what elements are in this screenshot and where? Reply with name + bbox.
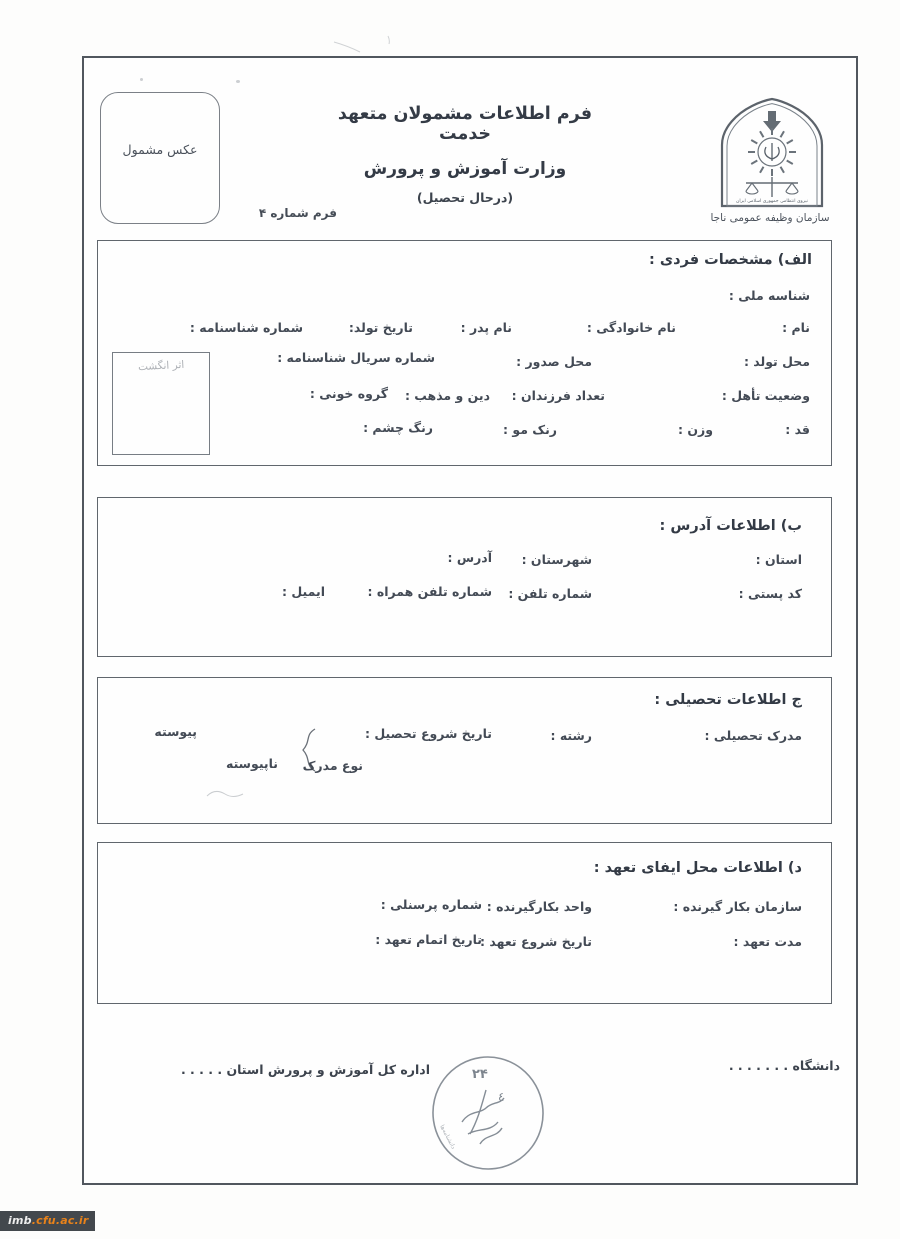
footer-university-line: دانشگاه . . . . . . . [728, 1058, 840, 1073]
stamp-side-text: دانشنامه‌ها [438, 1123, 457, 1151]
field-label-birth-place: محل تولد : [743, 354, 810, 369]
stamp-mid-number: ٤ [498, 1090, 505, 1104]
scan-squiggle [205, 788, 245, 802]
scan-speck [236, 80, 240, 83]
field-label-personnel-no: شماره پرسنلی : [380, 897, 482, 912]
logo-band-text: نیروی انتظامی جمهوری اسلامی ایران [736, 199, 808, 204]
footer-education-office-line: اداره کل آموزش و پرورش استان . . . . . [180, 1062, 430, 1077]
section-b-title: ب) اطلاعات آدرس : [659, 518, 802, 534]
field-label-degree: مدرک تحصیلی : [704, 728, 802, 743]
field-label-employer-unit: واحد بکارگیرنده : [486, 899, 592, 914]
ministry-title: وزارت آموزش و پرورش [363, 159, 567, 179]
scan-speck [140, 78, 143, 81]
field-label-family-name: نام خانوادگی : [586, 320, 676, 335]
field-label-commitment-start: تاریخ شروع تعهد : [480, 934, 592, 949]
field-label-certificate-no: شماره شناسنامه : [189, 320, 303, 335]
form-title-block [330, 104, 600, 205]
field-label-blood-group: گروه خونی : [309, 386, 388, 401]
field-label-birth-date: تاریخ تولد: [348, 320, 413, 335]
photo-box-label: عکس مشمول [122, 141, 198, 157]
field-label-address: آدرس : [447, 550, 492, 565]
field-label-postal-code: کد پستی : [738, 586, 802, 601]
section-a-title: الف) مشخصات فردی : [649, 252, 812, 268]
field-label-height: قد : [785, 422, 810, 437]
section-c-title: ج اطلاعات تحصیلی : [654, 692, 802, 708]
naja-emblem-icon [712, 95, 832, 210]
field-label-name: نام : [782, 320, 810, 335]
field-label-weight: وزن : [678, 422, 713, 437]
field-label-religion: دین و مذهب : [404, 388, 490, 403]
option-label-non-continuous: ناپیوسته [226, 756, 278, 771]
field-label-email: ایمیل : [282, 584, 325, 599]
field-label-marital-status: وضعیت تأهل : [721, 388, 810, 403]
field-label-father-name: نام پدر : [460, 320, 512, 335]
stamp-icon [424, 1052, 552, 1174]
watermark-badge [0, 1211, 95, 1231]
field-label-certificate-serial: شماره سریال شناسنامه : [277, 350, 435, 365]
field-label-province: استان : [755, 552, 802, 567]
option-label-continuous: پیوسته [154, 724, 197, 739]
form-number: فرم شماره ۴ [258, 206, 337, 220]
field-label-commitment-end: تاریخ اتمام تعهد : [375, 932, 482, 947]
scan-scratch [330, 32, 410, 56]
field-label-phone: شماره تلفن : [508, 586, 592, 601]
field-label-degree-type: نوع مدرک [302, 758, 363, 773]
field-label-employer-org: سازمان بکار گیرنده : [673, 899, 802, 914]
form-subtitle: (درحال تحصیل) [416, 190, 514, 205]
stamp-top-number: ۲۴ [472, 1067, 488, 1082]
fingerprint-label: اثر انگشت [137, 358, 185, 374]
watermark-suffix: .cfu.ac.ir [31, 1214, 89, 1227]
fingerprint-box [112, 352, 210, 455]
center-emblem [765, 143, 779, 161]
photo-box [100, 92, 220, 224]
field-label-field-of-study: رشته : [550, 728, 592, 743]
field-label-study-start-date: تاریخ شروع تحصیل : [365, 726, 492, 741]
logo-caption: سازمان وظیفه عمومی ناجا [710, 212, 830, 224]
field-label-hair-color: رنک مو : [503, 422, 557, 437]
section-d-title: د) اطلاعات محل ایفای تعهد : [593, 860, 802, 876]
field-label-county: شهرستان : [521, 552, 592, 567]
field-label-eye-color: رنگ چشم : [363, 420, 433, 435]
field-label-mobile: شماره تلفن همراه : [367, 584, 492, 599]
form-title: فرم اطلاعات مشمولان متعهد خدمت [337, 104, 593, 144]
field-label-commitment-duration: مدت تعهد : [733, 934, 802, 949]
watermark-prefix: imb [8, 1214, 32, 1227]
field-label-national-id: شناسه ملی : [728, 288, 810, 303]
field-label-issue-place: محل صدور : [516, 354, 592, 369]
field-label-children-count: تعداد فرزندان : [511, 388, 605, 403]
